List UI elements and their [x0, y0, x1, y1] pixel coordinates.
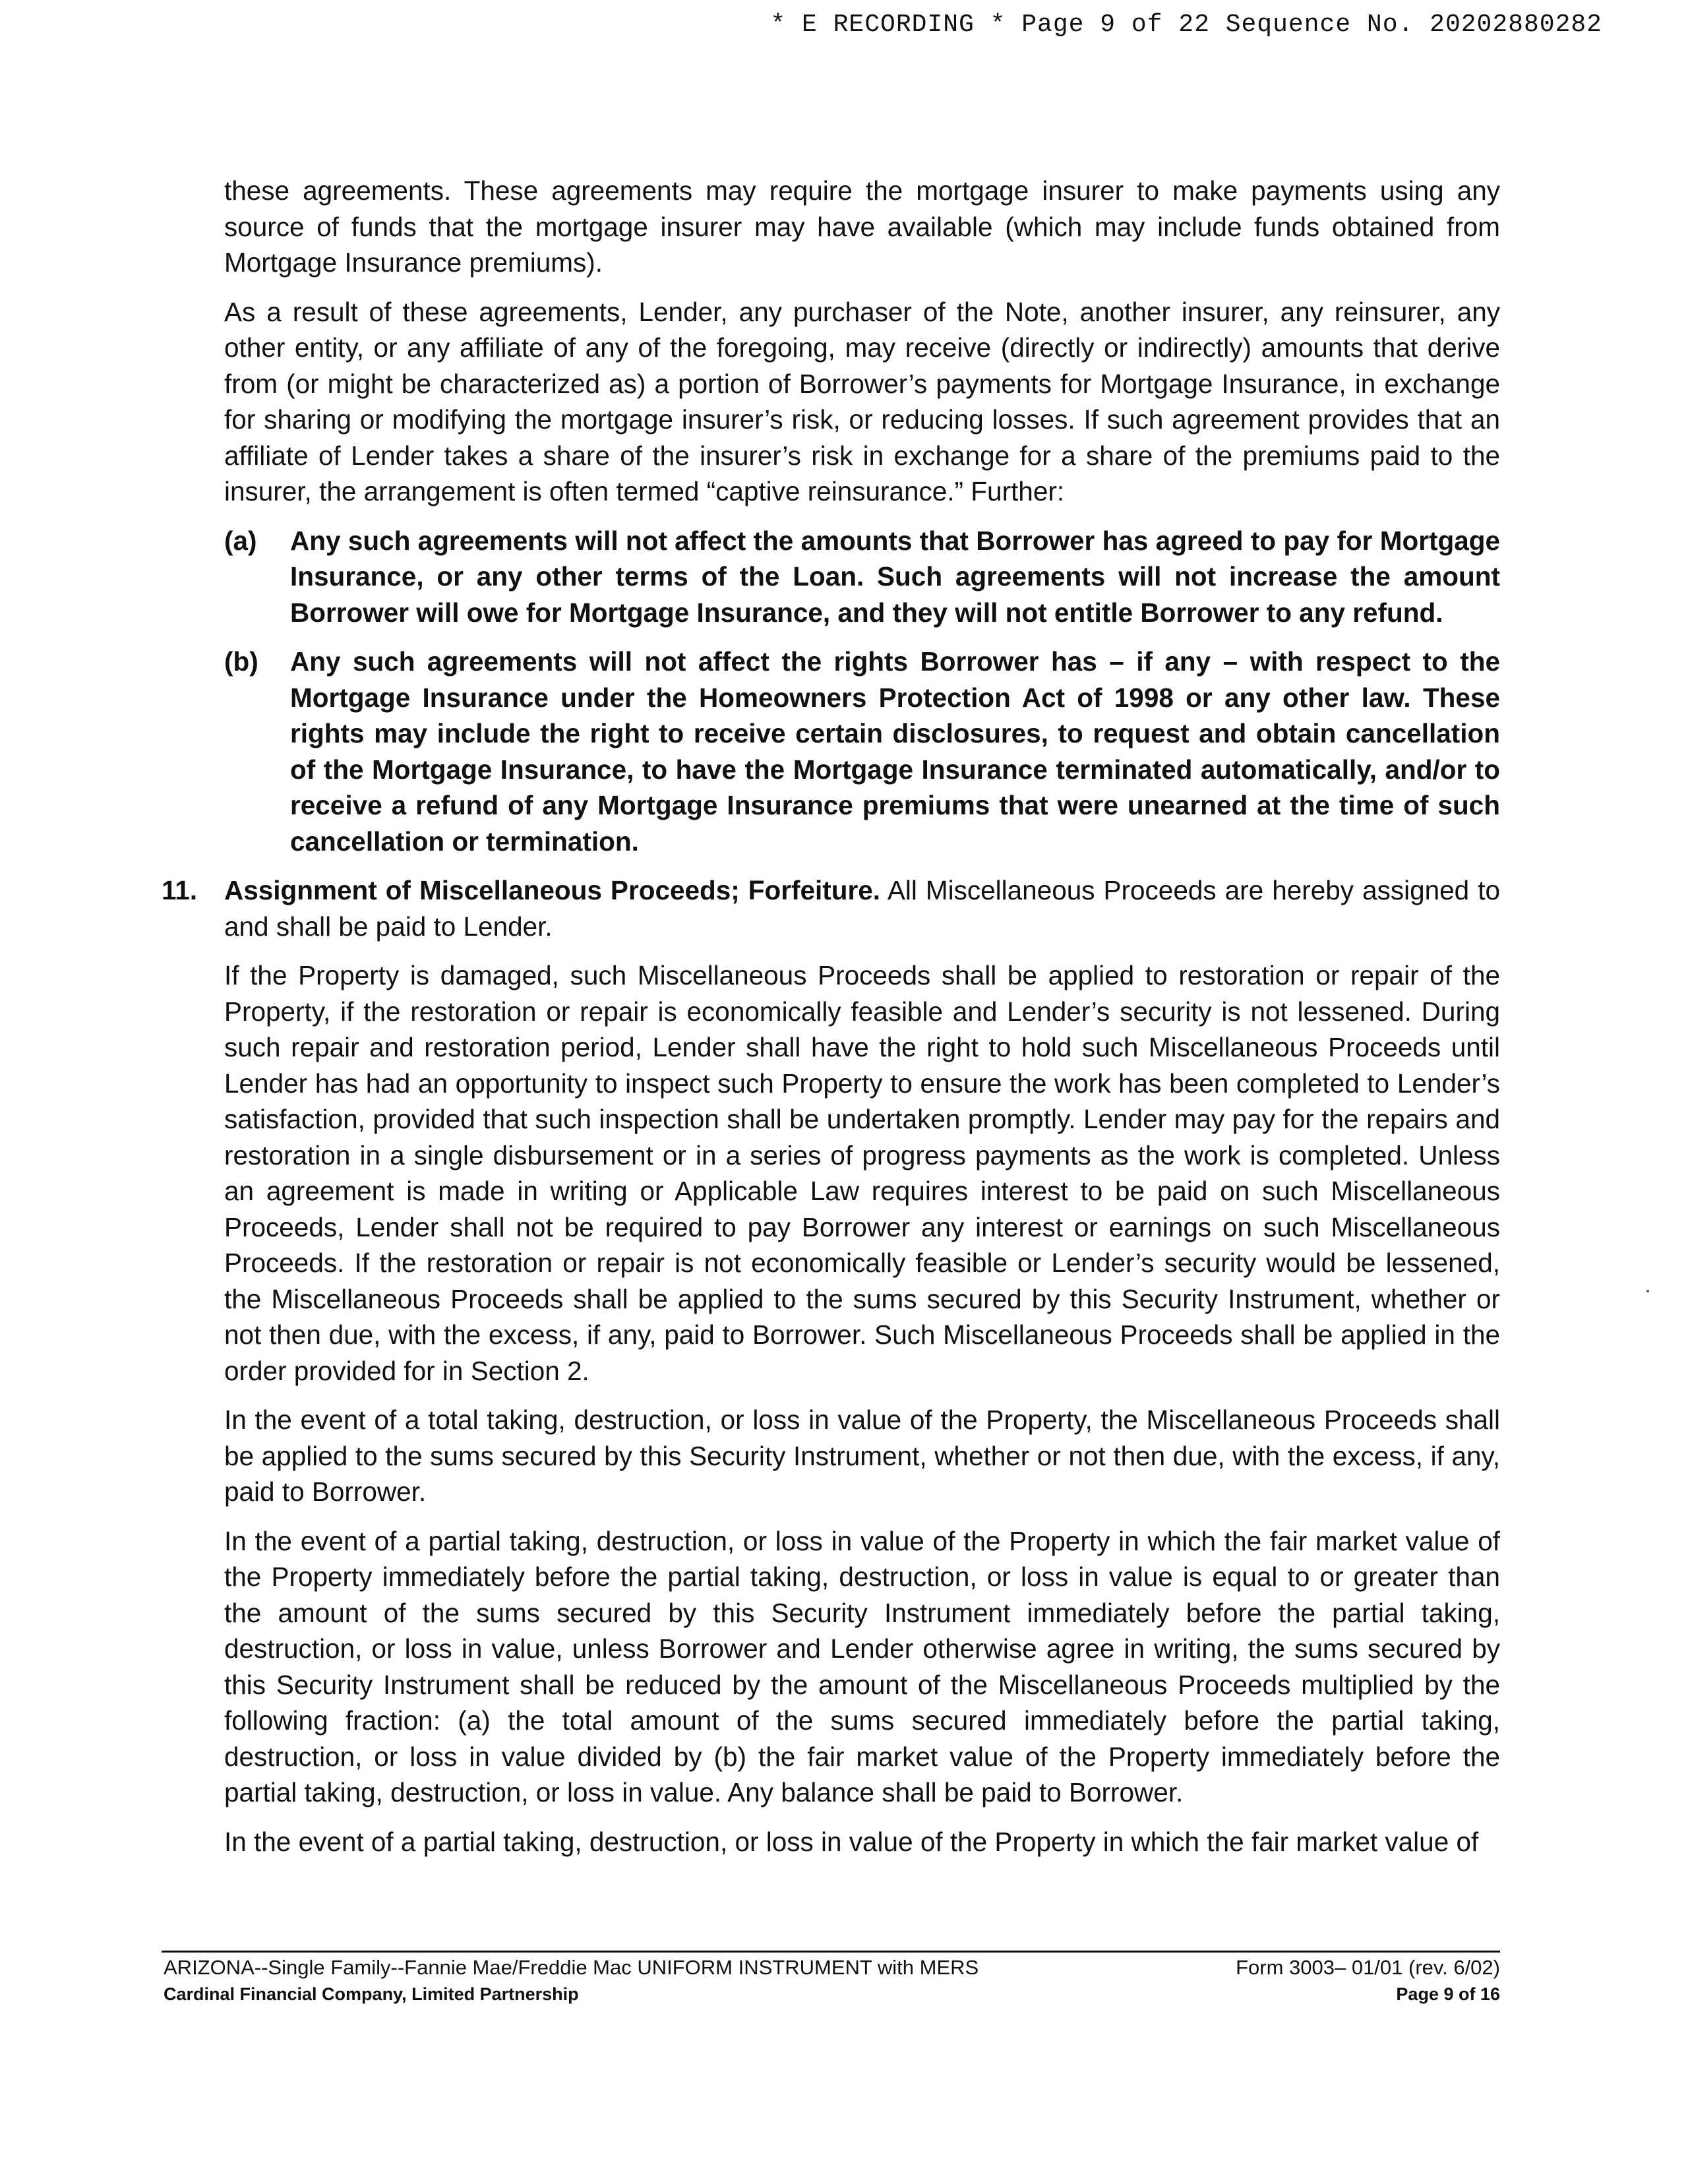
footer-divider — [162, 1951, 1500, 1953]
footer-form-number: Form 3003– 01/01 (rev. 6/02) — [1236, 1956, 1500, 1979]
clause-b — [224, 644, 1500, 859]
section-lead-text: All Miscellaneous Proceeds are hereby assigned to and shall be paid to Lender. — [224, 875, 1500, 942]
section-heading: Assignment of Miscellaneous Proceeds; Forfeiture. — [224, 875, 881, 905]
result-paragraph: As a result of these agreements, Lender, any purchaser of the Note, another insurer, any reinsurer, any other entity, or any affiliate of any of the foregoing, may receive (directly or indirectly) amounts that derive from (or might be characterized as) a portion of Borrower’s payments for Mortgage Insurance, in exchange for sharing or modifying the mortgage insurer’s risk, or reducing losses. If such agreement provides that an affiliate of Lender takes a share of the insurer’s risk in exchange for a share of the premiums paid to the insurer, the arrangement is often termed “captive reinsurance.” Further: — [224, 296, 1500, 506]
intro-paragraph: these agreements. These agreements may require the mortgage insurer to make payments using any source of funds that the mortgage insurer may have available (which may include funds obtained from Mortgage Insurance premiums). — [224, 175, 1500, 278]
footer-page-number: Page 9 of 16 — [1396, 1984, 1500, 2004]
footer-left — [164, 1955, 979, 2007]
scan-speck — [1646, 1290, 1649, 1292]
section-paragraph: In the event of a partial taking, destruction, or loss in value of the Property in which the fair market value of the Property immediately before the partial taking, destruction, or loss in value is equal to or greater than the amount of the sums secured by this Security Instrument immediately before the partial taking, destruction, or loss in value, unless Borrower and Lender otherwise agree in writing, the sums secured by this Security Instrument shall be reduced by the amount of the Miscellaneous Proceeds multiplied by the following fraction: (a) the total amount of the sums secured immediately before the partial taking, destruction, or loss in value divided by (b) the fair market value of the Property immediately before the partial taking, destruction, or loss in value. Any balance shall be paid to Borrower. — [224, 1525, 1500, 1807]
clause-text: Any such agreements will not affect the rights Borrower has – if any – with respect to the Mortgage Insurance under the Homeowners Protection Act of 1998 or any other law. These rights may include the right to receive certain disclosures, to request and obtain cancellation of the Mortgage Insurance, to have the Mortgage Insurance terminated automatically, and/or to receive a refund of any Mortgage Insurance premiums that were unearned at the time of such cancellation or termination. — [290, 646, 1500, 857]
clause-label: (b) — [224, 646, 258, 677]
section-11 — [162, 872, 1500, 1860]
clause-a — [224, 523, 1500, 631]
section-body — [224, 872, 1500, 1860]
clause-label: (a) — [224, 525, 257, 556]
section-paragraph: If the Property is damaged, such Miscellaneous Proceeds shall be applied to restoration or repair of the Property, if the restoration or repair is economically feasible and Lender’s security is not lessened. During such repair and restoration period, Lender shall have the right to hold such Miscellaneous Proceeds until Lender has had an opportunity to inspect such Property to ensure the work has been completed to Lender’s satisfaction, provided that such inspection shall be undertaken promptly. Lender may pay for the repairs and restoration in a single disbursement or in a series of progress payments as the work is completed. Unless an agreement is made in writing or Applicable Law requires interest to be paid on such Miscellaneous Proceeds, Lender shall not be required to pay Borrower any interest or earnings on such Miscellaneous Proceeds. If the restoration or repair is not economically feasible or Lender’s security would be lessened, the Miscellaneous Proceeds shall be applied to the sums secured by this Security Instrument, whether or not then due, with the excess, if any, paid to Borrower. Such Miscellaneous Proceeds shall be applied in the order provided for in Section 2. — [224, 960, 1500, 1386]
footer-right — [1236, 1955, 1500, 2007]
recording-header: * E RECORDING * Page 9 of 22 Sequence No. 20202880282 — [770, 11, 1602, 39]
document-body — [162, 173, 1500, 1873]
footer-company: Cardinal Financial Company, Limited Partnership — [164, 1984, 579, 2004]
clause-text: Any such agreements will not affect the amounts that Borrower has agreed to pay for Mortgage Insurance, or any other terms of the Loan. Such agreements will not increase the amount Borrower will owe for Mortgage Insurance, and they will not entitle Borrower to any refund. — [290, 525, 1500, 628]
section-lead — [224, 872, 1500, 944]
section-number: 11. — [162, 875, 198, 905]
section-paragraph: In the event of a partial taking, destruction, or loss in value of the Property in which the fair market value of — [224, 1826, 1479, 1857]
section-paragraph: In the event of a total taking, destruction, or loss in value of the Property, the Miscellaneous Proceeds shall be applied to the sums secured by this Security Instrument, whether or not then due, with the excess, if any, paid to Borrower. — [224, 1405, 1500, 1507]
footer-form-title: ARIZONA--Single Family--Fannie Mae/Freddie Mac UNIFORM INSTRUMENT with MERS — [164, 1956, 979, 1979]
